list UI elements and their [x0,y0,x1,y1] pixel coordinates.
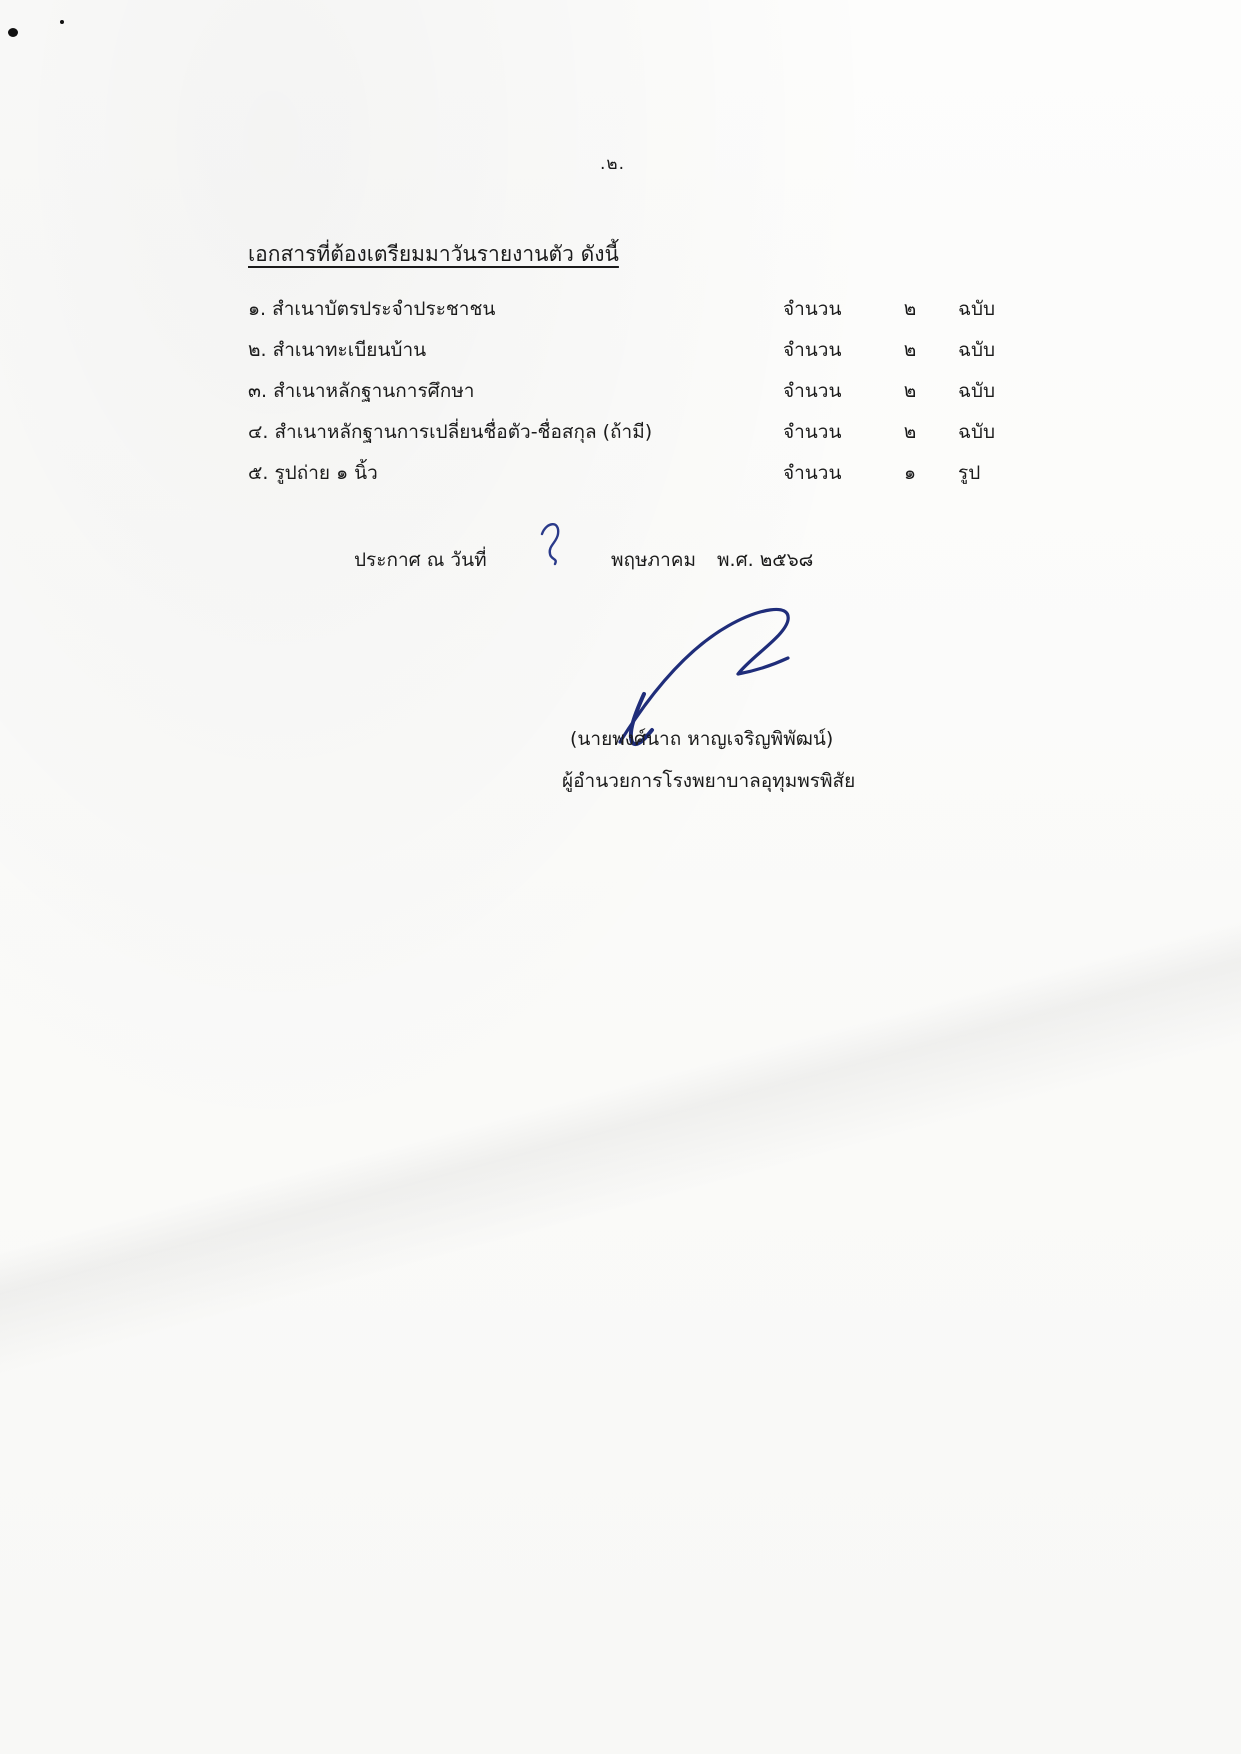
scan-speck-large [8,28,18,37]
document-item-label: ๒. สำเนาทะเบียนบ้าน [248,339,427,361]
handwritten-signature [600,590,830,790]
quantity-unit: ฉบับ [958,380,996,402]
list-item [248,376,1008,417]
quantity-label: จำนวน [783,339,842,361]
quantity-label: จำนวน [783,421,842,443]
quantity-label: จำนวน [783,380,842,402]
document-item-label: ๕. รูปถ่าย ๑ นิ้ว [248,462,378,484]
quantity-label: จำนวน [783,462,842,484]
document-item-label: ๔. สำเนาหลักฐานการเปลี่ยนชื่อตัว-ชื่อสกุล (ถ้ามี) [248,421,653,443]
scan-speck-small [60,20,64,24]
list-item [248,458,1008,499]
quantity-unit: ฉบับ [958,298,996,320]
list-item [248,294,1008,335]
quantity-unit: ฉบับ [958,339,996,361]
list-item [248,335,1008,376]
quantity-value: ๑ [903,462,917,484]
announcement-year: พ.ศ. ๒๕๖๘ [717,549,814,571]
quantity-value: ๒ [903,339,917,361]
handwritten-day-mark [538,520,566,570]
document-item-label: ๓. สำเนาหลักฐานการศึกษา [248,380,475,402]
quantity-value: ๒ [903,298,917,320]
quantity-unit: ฉบับ [958,421,996,443]
quantity-value: ๒ [903,421,917,443]
page-number: .๒. [600,154,626,174]
required-documents-list [248,294,1008,499]
quantity-unit: รูป [958,462,981,484]
quantity-label: จำนวน [783,298,842,320]
list-item [248,417,1008,458]
quantity-value: ๒ [903,380,917,402]
signer-name: (นายพงศ์นาถ หาญเจริญพิพัฒน์) [570,728,834,750]
document-item-label: ๑. สำเนาบัตรประจำประชาชน [248,298,496,320]
announcement-month: พฤษภาคม [611,549,696,571]
signer-title: ผู้อำนวยการโรงพยาบาลอุทุมพรพิสัย [562,770,856,792]
documents-heading: เอกสารที่ต้องเตรียมมาวันรายงานตัว ดังนี้ [248,242,619,266]
announcement-prefix: ประกาศ ณ วันที่ [354,549,487,571]
